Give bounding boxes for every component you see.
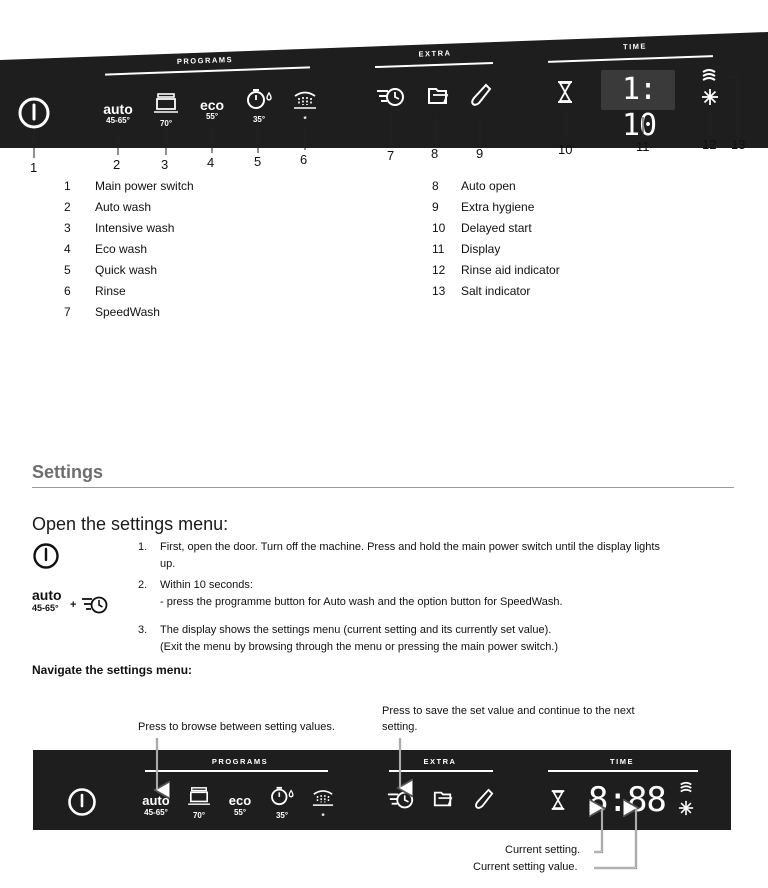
auto-wash-temp-bottom: 45-65° [144, 808, 168, 817]
rinse-temp: * [303, 115, 307, 124]
extra-label-bottom: EXTRA [423, 757, 457, 766]
eco-wash-temp: 55° [205, 112, 219, 121]
note-save-line2: setting. [382, 721, 418, 733]
legend-row: 3 Intensive wash [64, 221, 175, 235]
legend-row: 8 Auto open [432, 179, 516, 193]
legend-row: 11 Display [432, 242, 501, 256]
auto-wash-temp: 45-65° [106, 116, 130, 125]
extra-label: EXTRA [418, 48, 452, 59]
time-display-value: 1: 10 [621, 72, 657, 143]
legend-row: 6 Rinse [64, 284, 126, 298]
legend-row: 7 SpeedWash [64, 305, 160, 319]
legend-row: 12 Rinse aid indicator [432, 263, 560, 277]
settings-heading: Settings [32, 462, 104, 482]
plus-sign: + [70, 599, 77, 611]
legend-row: 10 Delayed start [432, 221, 532, 235]
navigate-settings-title: Navigate the settings menu: [32, 663, 193, 677]
current-setting-label: Current setting. [505, 844, 581, 856]
eco-wash-label: eco [199, 97, 225, 113]
note-browse: Press to browse between setting values. [138, 721, 335, 733]
time-label-bottom: TIME [610, 757, 634, 766]
rinse-temp-bottom: * [321, 812, 325, 821]
auto-wash-side-temp: 45-65° [32, 603, 59, 613]
eco-wash-temp-bottom: 55° [233, 808, 247, 817]
callout-3: 3 [161, 157, 169, 172]
note-save-line1: Press to save the set value and continue to the next [382, 705, 635, 717]
callout-2: 2 [113, 157, 121, 172]
auto-wash-label: auto [103, 101, 133, 117]
intensive-wash-temp: 70° [159, 119, 173, 128]
time-display-value-bottom: 8:88 [588, 780, 666, 820]
legend-row: 5 Quick wash [64, 263, 158, 277]
callout-11: 11 [636, 139, 650, 154]
step-1: 1. First, open the door. Turn off the machine. Press and hold the main power switch until the display lights up. [138, 541, 660, 570]
step-3: 3. The display shows the settings menu (current setting and its currently set value). (Exit the menu by browsing through the menu or pressing the main power switch.) [138, 624, 559, 653]
step-2: 2. Within 10 seconds: - press the programme button for Auto wash and the option button for SpeedWash. [138, 579, 563, 608]
legend-row: 4 Eco wash [64, 242, 148, 256]
legend-row: 9 Extra hygiene [432, 200, 535, 214]
time-label: TIME [622, 41, 648, 52]
callout-12: 12 [702, 137, 717, 152]
callout-8: 8 [431, 146, 439, 161]
legend-row: 13 Salt indicator [432, 284, 531, 298]
callout-9: 9 [476, 146, 484, 161]
callout-6: 6 [300, 152, 308, 167]
programs-label: PROGRAMS [176, 55, 234, 66]
eco-wash-label-bottom: eco [228, 793, 252, 808]
legend-row: 2 Auto wash [64, 200, 152, 214]
auto-wash-label-bottom: auto [142, 793, 170, 808]
programs-label-bottom: PROGRAMS [211, 757, 269, 766]
current-setting-value-label: Current setting value. [473, 861, 578, 873]
intensive-wash-temp-bottom: 70° [192, 811, 206, 820]
callout-5: 5 [254, 154, 262, 169]
quick-wash-temp: 35° [252, 115, 266, 124]
open-settings-title: Open the settings menu: [32, 514, 229, 534]
callout-7: 7 [387, 148, 395, 163]
auto-wash-side-label: auto [32, 587, 62, 603]
quick-wash-temp-bottom: 35° [275, 811, 289, 820]
callout-4: 4 [207, 155, 215, 170]
callout-10: 10 [558, 142, 573, 157]
callout-1: 1 [30, 160, 38, 175]
callout-13: 13 [731, 137, 746, 152]
legend-row: 1 Main power switch [64, 179, 194, 193]
